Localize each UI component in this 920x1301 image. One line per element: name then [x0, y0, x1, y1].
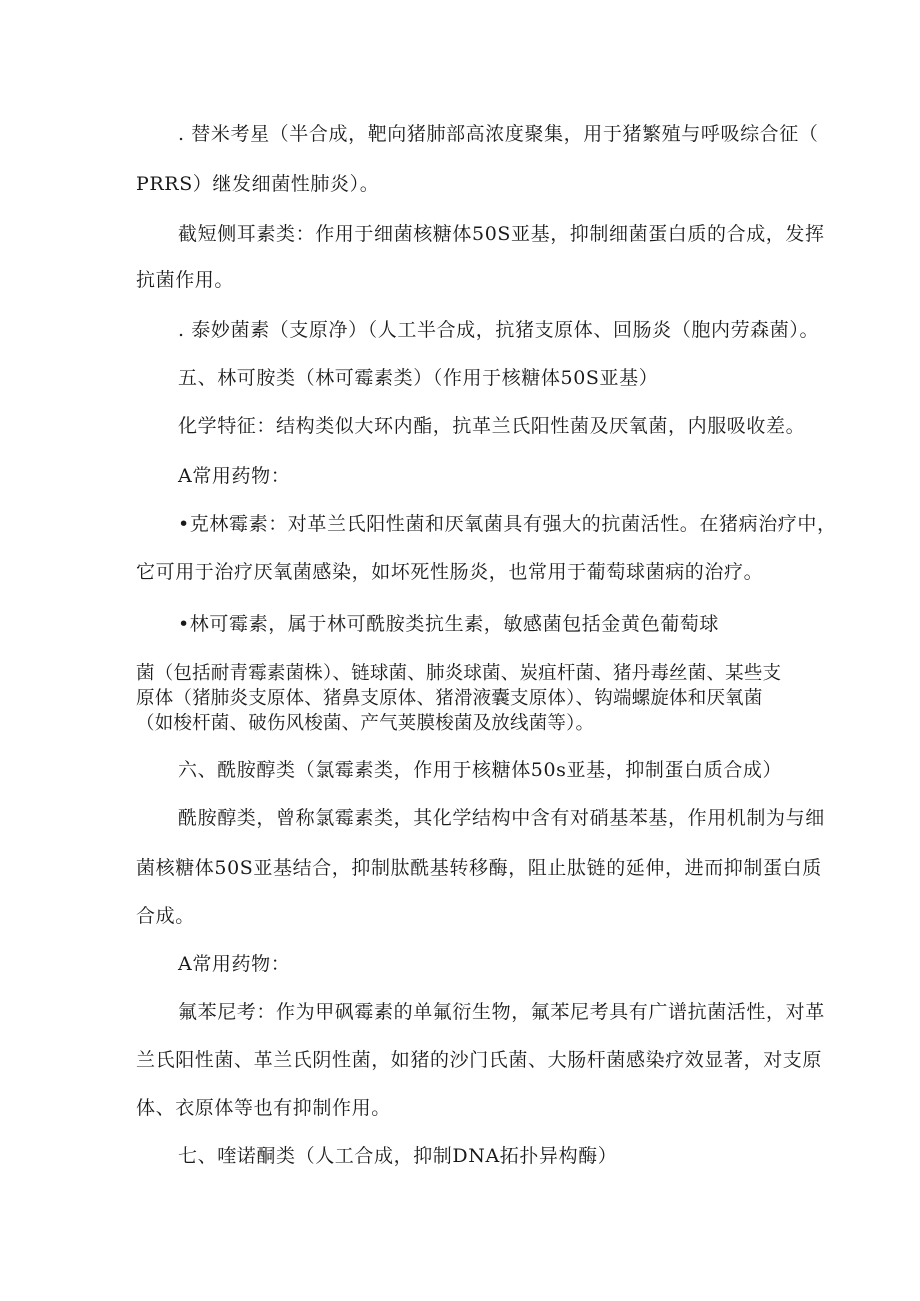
- subheading-common-drugs-1: A常用药物：: [178, 465, 291, 487]
- text-line-lincomycin: •林可霉素，属于林可酰胺类抗生素，敏感菌包括金黄色葡萄球: [178, 613, 720, 635]
- text-line-chem-features: 化学特征：结构类似大环内酯，抗革兰氏阳性菌及厌氧菌，内服吸收差。: [178, 415, 806, 437]
- text-line-antibacterial: 抗菌作用。: [136, 269, 235, 291]
- section-heading-amphenicols: 六、酰胺醇类（氯霉素类，作用于核糖体50s亚基，抑制蛋白质合成）: [178, 759, 783, 781]
- text-line-clindamycin: •克林霉素：对革兰氏阳性菌和厌氧菌具有强大的抗菌活性。在猪病治疗中，: [178, 513, 837, 535]
- text-line-florfenicol-2: 兰氏阳性菌、革兰氏阴性菌，如猪的沙门氏菌、大肠杆菌感染疗效显著，对支原: [136, 1049, 823, 1071]
- text-line-amphenicols-desc-2: 菌核糖体50S亚基结合，抑制肽酰基转移酶，阻止肽链的延伸，进而抑制蛋白质: [136, 857, 822, 879]
- text-line-sensitive-bacteria-3: （如梭杆菌、破伤风梭菌、产气荚膜梭菌及放线菌等）。: [136, 713, 595, 734]
- text-line-pleuromutilin: 截短侧耳素类：作用于细菌核糖体50S亚基，抑制细菌蛋白质的合成，发挥: [178, 223, 825, 245]
- text-line-tiamulin: . 泰妙菌素（支原净）（人工半合成，抗猪支原体、回肠炎（胞内劳森菌）。: [178, 319, 820, 341]
- text-line-amphenicols-desc-1: 酰胺醇类，曾称氯霉素类，其化学结构中含有对硝基苯基，作用机制为与细: [178, 807, 825, 829]
- section-heading-quinolones: 七、喹诺酮类（人工合成，抑制DNA拓扑异构酶）: [178, 1145, 618, 1167]
- text-line-clindamycin-use: 它可用于治疗厌氧菌感染，如坏死性肠炎，也常用于葡萄球菌病的治疗。: [136, 561, 764, 583]
- text-line-tilmicosin: . 替米考星（半合成，靶向猪肺部高浓度聚集，用于猪繁殖与呼吸综合征（: [178, 123, 819, 145]
- text-line-florfenicol-1: 氟苯尼考：作为甲砜霉素的单氟衍生物，氟苯尼考具有广谱抗菌活性，对革: [178, 1001, 825, 1023]
- text-line-prrs: PRRS）继发细菌性肺炎）。: [136, 173, 380, 195]
- text-line-sensitive-bacteria-1: 菌（包括耐青霉素菌株）、链球菌、肺炎球菌、炭疽杆菌、猪丹毒丝菌、某些支: [136, 663, 782, 684]
- text-line-sensitive-bacteria-2: 原体（猪肺炎支原体、猪鼻支原体、猪滑液囊支原体）、钩端螺旋体和厌氧菌: [136, 688, 763, 709]
- subheading-common-drugs-2: A常用药物：: [178, 953, 291, 975]
- text-line-florfenicol-3: 体、衣原体等也有抑制作用。: [136, 1097, 391, 1119]
- text-line-amphenicols-desc-3: 合成。: [136, 905, 195, 927]
- section-heading-lincosamides: 五、林可胺类（林可霉素类）（作用于核糖体50S亚基）: [178, 367, 659, 389]
